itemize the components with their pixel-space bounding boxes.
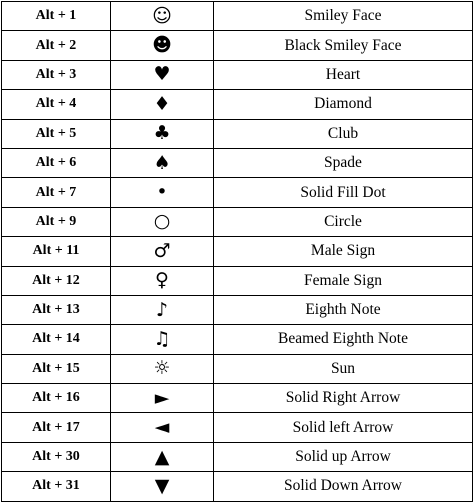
symbol-name-cell: Female Sign — [214, 266, 473, 295]
spade-icon: ♠ — [111, 148, 214, 177]
table-row — [2, 295, 473, 324]
alt-code-cell: Alt + 2 — [2, 31, 111, 60]
symbol-name-cell: Solid Fill Dot — [214, 178, 473, 207]
table-row — [2, 207, 473, 236]
alt-codes-table-body — [2, 2, 473, 502]
solid-left-arrow-icon: ◄ — [111, 413, 214, 442]
alt-code-cell: Alt + 31 — [2, 472, 111, 501]
symbol-name-cell: Club — [214, 119, 473, 148]
table-row — [2, 472, 473, 501]
table-row — [2, 90, 473, 119]
alt-code-cell: Alt + 6 — [2, 148, 111, 177]
table-row — [2, 178, 473, 207]
male-sign-icon: ♂ — [111, 237, 214, 266]
symbol-name-cell: Circle — [214, 207, 473, 236]
black-smiley-face-icon: ☻ — [111, 31, 214, 60]
table-row — [2, 60, 473, 89]
table-row — [2, 413, 473, 442]
sun-icon: ☼ — [111, 354, 214, 383]
symbol-name-cell: Sun — [214, 354, 473, 383]
alt-code-cell: Alt + 16 — [2, 384, 111, 413]
alt-code-cell: Alt + 4 — [2, 90, 111, 119]
alt-code-cell: Alt + 13 — [2, 295, 111, 324]
circle-icon: ○ — [111, 207, 214, 236]
table-row — [2, 442, 473, 471]
solid-right-arrow-icon: ► — [111, 384, 214, 413]
alt-code-cell: Alt + 15 — [2, 354, 111, 383]
alt-code-cell: Alt + 12 — [2, 266, 111, 295]
table-row — [2, 119, 473, 148]
table-row — [2, 31, 473, 60]
alt-code-cell: Alt + 14 — [2, 325, 111, 354]
alt-code-cell: Alt + 1 — [2, 2, 111, 31]
table-row — [2, 325, 473, 354]
symbol-name-cell: Heart — [214, 60, 473, 89]
alt-code-cell: Alt + 9 — [2, 207, 111, 236]
symbol-name-cell: Beamed Eighth Note — [214, 325, 473, 354]
eighth-note-icon: ♪ — [111, 295, 214, 324]
table-row — [2, 354, 473, 383]
table-row — [2, 384, 473, 413]
symbol-name-cell: Male Sign — [214, 237, 473, 266]
table-row — [2, 237, 473, 266]
alt-code-cell: Alt + 17 — [2, 413, 111, 442]
symbol-name-cell: Eighth Note — [214, 295, 473, 324]
symbol-name-cell: Solid left Arrow — [214, 413, 473, 442]
table-row — [2, 148, 473, 177]
alt-code-cell: Alt + 3 — [2, 60, 111, 89]
solid-up-arrow-icon: ▲ — [111, 442, 214, 471]
alt-code-cell: Alt + 7 — [2, 178, 111, 207]
alt-codes-table — [1, 1, 473, 502]
solid-down-arrow-icon: ▼ — [111, 472, 214, 501]
heart-icon: ♥ — [111, 60, 214, 89]
symbol-name-cell: Black Smiley Face — [214, 31, 473, 60]
alt-code-cell: Alt + 5 — [2, 119, 111, 148]
table-row — [2, 266, 473, 295]
club-icon: ♣ — [111, 119, 214, 148]
female-sign-icon: ♀ — [111, 266, 214, 295]
symbol-name-cell: Smiley Face — [214, 2, 473, 31]
symbol-name-cell: Solid up Arrow — [214, 442, 473, 471]
alt-code-cell: Alt + 30 — [2, 442, 111, 471]
symbol-name-cell: Solid Down Arrow — [214, 472, 473, 501]
beamed-eighth-note-icon: ♫ — [111, 325, 214, 354]
symbol-name-cell: Diamond — [214, 90, 473, 119]
symbol-name-cell: Solid Right Arrow — [214, 384, 473, 413]
solid-fill-dot-icon: • — [111, 178, 214, 207]
table-row — [2, 2, 473, 31]
smiley-face-icon: ☺ — [111, 2, 214, 31]
diamond-icon: ♦ — [111, 90, 214, 119]
alt-code-cell: Alt + 11 — [2, 237, 111, 266]
symbol-name-cell: Spade — [214, 148, 473, 177]
